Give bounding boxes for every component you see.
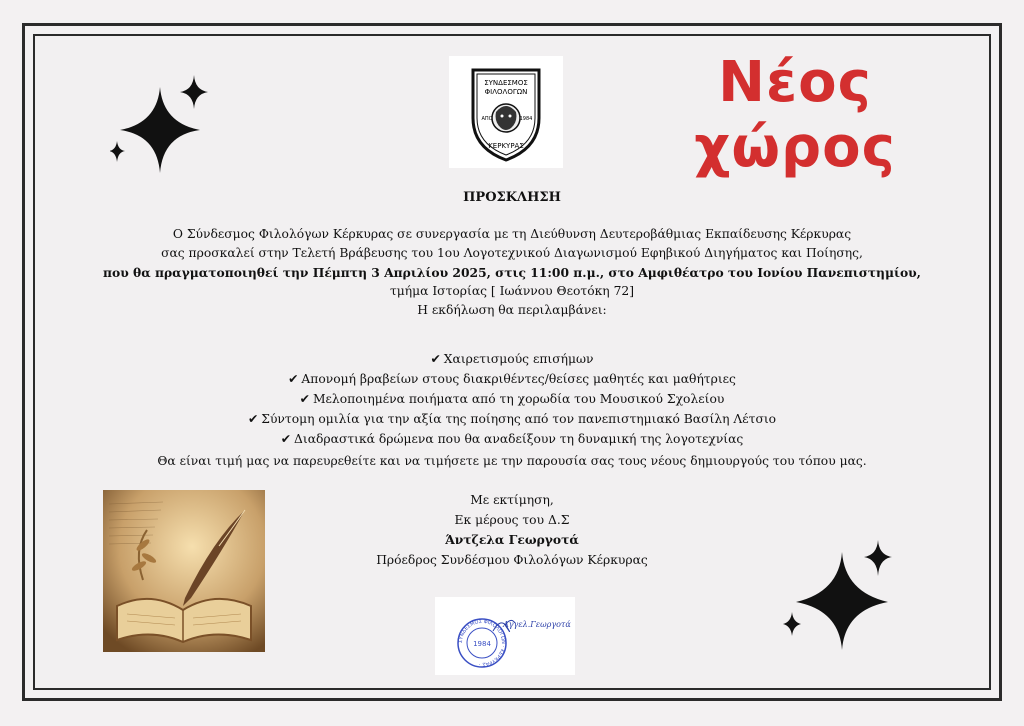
list-item — [60, 409, 964, 429]
invitation-intro — [60, 225, 964, 320]
list-item — [60, 389, 964, 409]
handwritten-signature: Αγγελ.Γεωργοτά — [503, 620, 571, 629]
list-item-text: Μελοποιημένα ποιήματα από τη χορωδία του Μουσικού Σχολείου — [312, 392, 725, 406]
sparkle-stars-top-left-icon — [110, 75, 225, 180]
list-item — [60, 429, 964, 449]
stamp-ring-text: ΣΥΝΔΕΣΜΟΣ ΦΙΛΟΛΟΓΩΝ · ΚΕΡΚΥΡΑΣ · — [457, 618, 507, 668]
logo-bottom: ΚΕΡΚΥΡΑΣ — [488, 142, 524, 150]
association-logo — [449, 56, 563, 168]
signature-name: Άντζελα Γεωργοτά — [445, 532, 579, 547]
intro-line: Ο Σύνδεσμος Φιλολόγων Κέρκυρας σε συνεργασία με τη Διεύθυνση Δευτεροβάθμιας Εκπαίδευσης Κέρκυρας — [172, 227, 852, 241]
checkmark-icon: ✔ — [288, 372, 299, 386]
invitation-title: ΠΡΟΣΚΛΗΣΗ — [463, 190, 561, 205]
list-item-text: Διαδραστικά δρώμενα που θα αναδείξουν τη δυναμική της λογοτεχνίας — [294, 432, 744, 446]
official-stamp — [435, 597, 575, 675]
signature-regards: Με εκτίμηση, — [470, 493, 554, 507]
logo-line1: ΣΥΝΔΕΣΜΟΣ — [484, 79, 528, 87]
logo-year-left: ΑΠΟ — [481, 116, 493, 122]
closing-sentence: Θα είναι τιμή μας να παρευρεθείτε και να τιμήσετε με την παρουσία σας τους νέους δημιουργούς του τόπου μας. — [157, 454, 867, 468]
logo-year-right: 1984 — [519, 116, 533, 122]
intro-line: σας προσκαλεί στην Τελετή Βράβευσης του 1ου Λογοτεχνικού Διαγωνισμού Εφηβικού Διηγήματος και Ποίησης, — [161, 246, 863, 260]
intro-line: Η εκδήλωση θα περιλαμβάνει: — [417, 303, 607, 317]
book-quill-illustration — [103, 490, 265, 652]
intro-line: τμήμα Ιστορίας [ Ιωάννου Θεοτόκη 72] — [389, 284, 635, 298]
logo-line2: ΦΙΛΟΛΟΓΩΝ — [484, 88, 528, 96]
checkmark-icon: ✔ — [280, 432, 291, 446]
intro-line: που θα πραγματοποιηθεί την Πέμπτη 3 Απριλίου 2025, στις 11:00 π.μ., στο Αμφιθέατρο του Ιονίου Πανεπιστημίου, — [103, 265, 921, 280]
list-item-text: Χαιρετισμούς επισήμων — [443, 352, 594, 366]
list-item-text: Απονομή βραβείων στους διακριθέντες/θείσες μαθητές και μαθήτριες — [301, 372, 736, 386]
checkmark-icon: ✔ — [299, 392, 310, 406]
list-item-text: Σύντομη ομιλία για την αξία της ποίησης από τον πανεπιστημιακό Βασίλη Λέτσιο — [261, 412, 777, 426]
program-list — [60, 349, 964, 449]
list-item — [60, 349, 964, 369]
signature-role: Πρόεδρος Συνδέσμου Φιλολόγων Κέρκυρας — [376, 553, 648, 567]
checkmark-icon: ✔ — [430, 352, 441, 366]
checkmark-icon: ✔ — [247, 412, 259, 426]
stamp-year: 1984 — [473, 640, 491, 648]
list-item — [60, 369, 964, 389]
new-venue-note: Νέος χώρος — [694, 50, 896, 180]
signature-on-behalf: Εκ μέρους του Δ.Σ — [454, 513, 570, 527]
